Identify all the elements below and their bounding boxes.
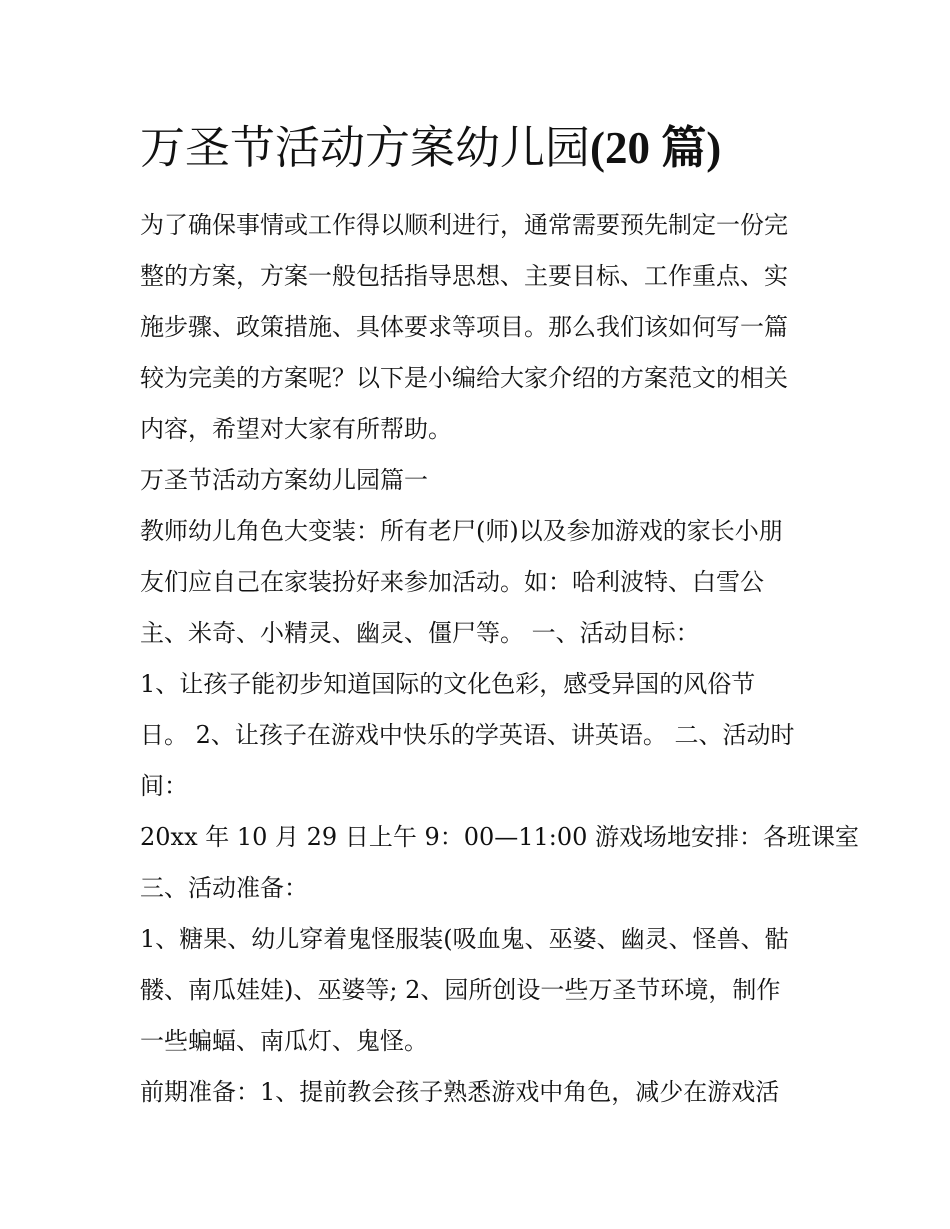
title-main: 万圣节活动方案幼儿园 — [140, 121, 591, 174]
text-line: 为了确保事情或工作得以顺利进行，通常需要预先制定一份完 — [140, 211, 788, 239]
text-line: 主、米奇、小精灵、幽灵、僵尸等。 一、活动目标： — [140, 619, 700, 647]
text-line: 较为完美的方案呢？以下是小编给大家介绍的方案范文的相关 — [140, 364, 788, 392]
document-body — [140, 200, 860, 1118]
text-line: 髅、南瓜娃娃)、巫婆等; 2、园所创设一些万圣节环境，制作 — [140, 976, 781, 1004]
text-line: 间： — [140, 772, 188, 800]
text-line: 20xx 年 10 月 29 日上午 9：00—11:00 游戏场地安排：各班课室 — [140, 823, 860, 851]
text-line: 三、活动准备： — [140, 874, 308, 902]
text-line: 友们应自己在家装扮好来参加活动。如：哈利波特、白雪公 — [140, 568, 764, 596]
text-line: 施步骤、政策措施、具体要求等项目。那么我们该如何写一篇 — [140, 313, 788, 341]
text-line: 整的方案，方案一般包括指导思想、主要目标、工作重点、实 — [140, 262, 788, 290]
text-line: 一些蝙蝠、南瓜灯、鬼怪。 — [140, 1027, 428, 1055]
text-line: 前期准备：1、提前教会孩子熟悉游戏中角色，减少在游戏活 — [140, 1078, 780, 1106]
document-title — [140, 118, 840, 178]
title-suffix: (20 篇) — [590, 123, 722, 173]
text-line: 日。 2、让孩子在游戏中快乐的学英语、讲英语。 二、活动时 — [140, 721, 795, 749]
text-line: 1、让孩子能初步知道国际的文化色彩，感受异国的风俗节 — [140, 670, 756, 698]
section-heading: 万圣节活动方案幼儿园篇一 — [140, 466, 428, 494]
text-line: 内容，希望对大家有所帮助。 — [140, 415, 452, 443]
text-line: 1、糖果、幼儿穿着鬼怪服装(吸血鬼、巫婆、幽灵、怪兽、骷 — [140, 925, 789, 953]
text-line: 教师幼儿角色大变装：所有老尸(师)以及参加游戏的家长小朋 — [140, 517, 783, 545]
